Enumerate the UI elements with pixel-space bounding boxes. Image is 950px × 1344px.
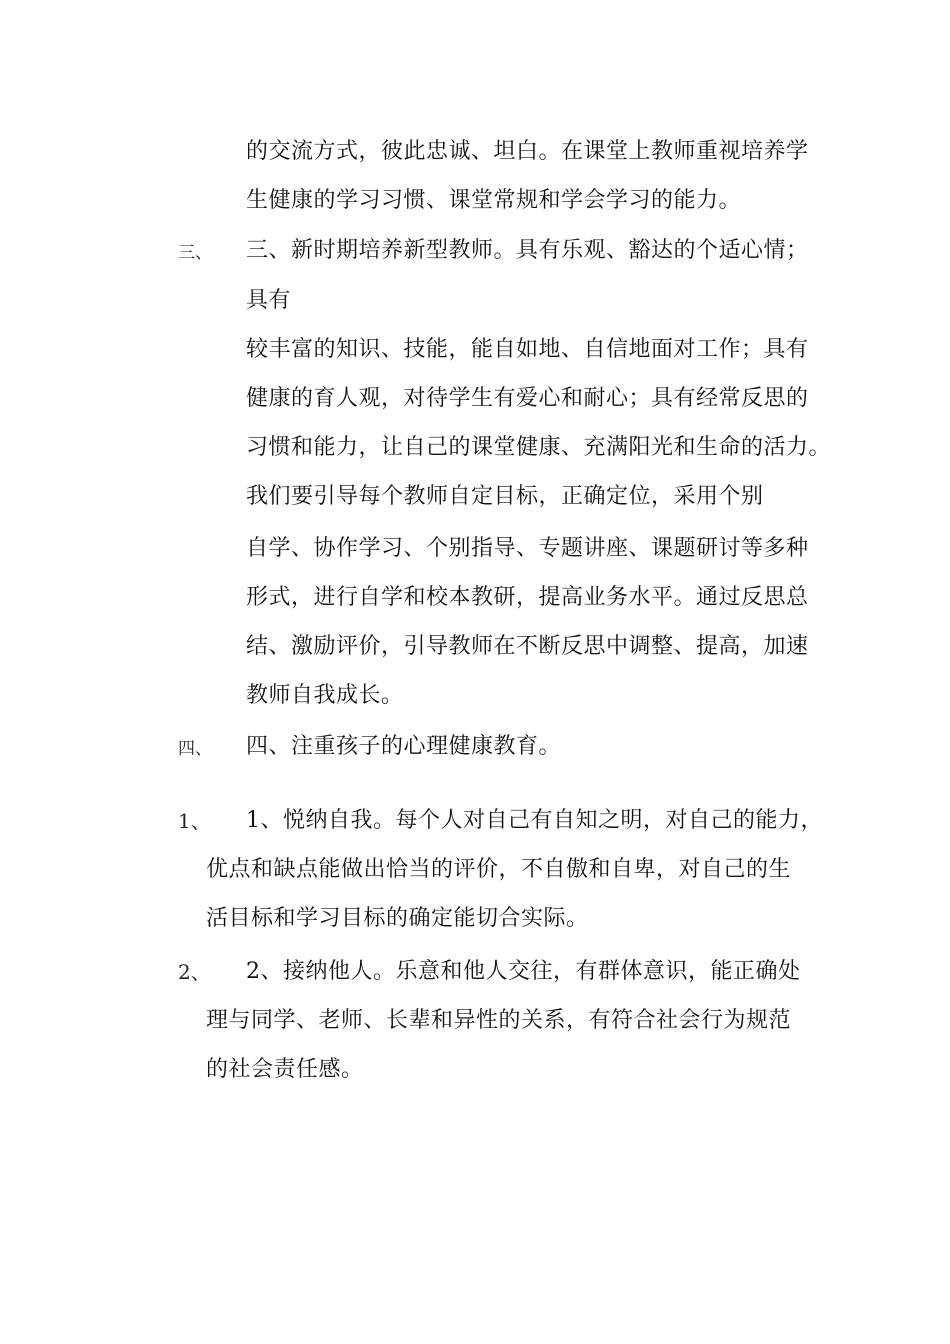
paragraph-line: 形式，进行自学和校本教研，提高业务水平。通过反思总 — [246, 585, 809, 610]
paragraph-line: 习惯和能力，让自己的课堂健康、充满阳光和生命的活力。 — [246, 435, 832, 460]
paragraph-line: 自学、协作学习、个别指导、专题讲座、课题研讨等多种 — [246, 536, 809, 561]
paragraph-line: 生健康的学习习惯、课堂常规和学会学习的能力。 — [246, 188, 742, 213]
paragraph-line: 教师自我成长。 — [246, 683, 404, 708]
paragraph-line: 的社会责任感。 — [206, 1057, 364, 1082]
paragraph-line: 理与同学、老师、长辈和异性的关系，有符合社会行为规范 — [206, 1008, 792, 1033]
paragraph-line: 优点和缺点能做出恰当的评价，不自傲和自卑，对自己的生 — [206, 857, 792, 882]
paragraph-line: 结、激励评价，引导教师在不断反思中调整、提高，加速 — [246, 634, 809, 659]
paragraph-line: 我们要引导每个教师自定目标，正确定位，采用个别 — [246, 484, 764, 509]
paragraph-line: 具有 — [246, 288, 292, 313]
section-3-heading: 三、新时期培养新型教师。具有乐观、豁达的个适心情； — [246, 238, 809, 263]
paragraph-line: 的交流方式，彼此忠诚、坦白。在课堂上教师重视培养学 — [246, 139, 809, 164]
section-4-marker: 四、 — [178, 739, 212, 759]
item-2-heading: 2、接纳他人。乐意和他人交往，有群体意识，能正确处 — [246, 959, 801, 984]
item-2-marker: 2、 — [178, 960, 211, 984]
paragraph-line: 活目标和学习目标的确定能切合实际。 — [206, 906, 589, 931]
section-4-heading: 四、注重孩子的心理健康教育。 — [246, 734, 562, 759]
paragraph-line: 较丰富的知识、技能，能自如地、自信地面对工作；具有 — [246, 337, 809, 362]
item-1-heading: 1、悦纳自我。每个人对自己有自知之明，对自己的能力， — [246, 808, 823, 833]
section-3-marker: 三、 — [178, 243, 212, 263]
paragraph-line: 健康的育人观，对待学生有爱心和耐心；具有经常反思的 — [246, 386, 809, 411]
item-1-marker: 1、 — [178, 809, 211, 833]
